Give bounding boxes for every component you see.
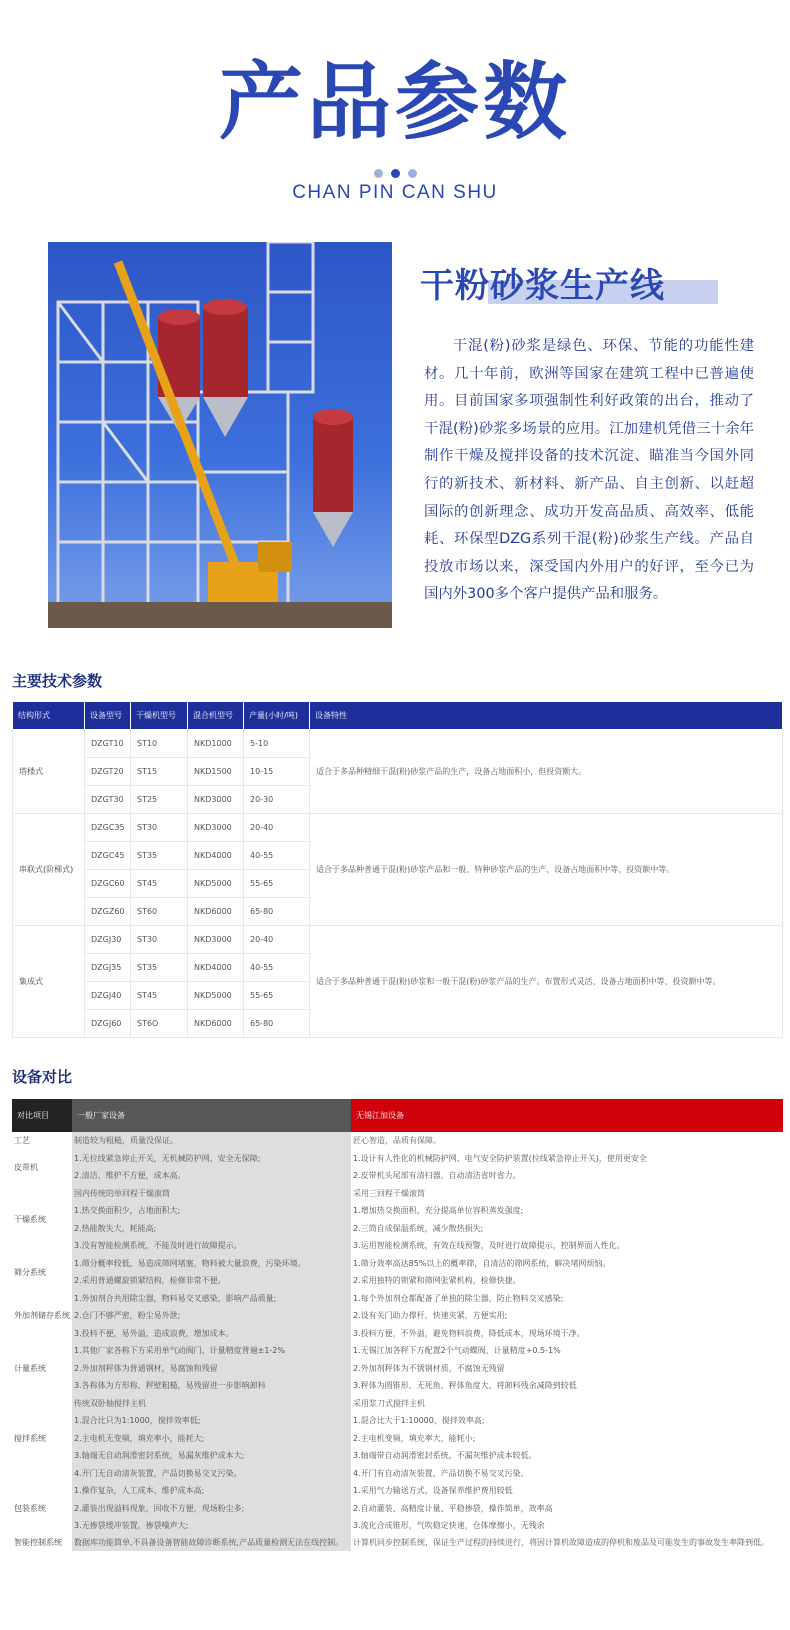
header-cell: 一般厂家设备 xyxy=(72,1099,351,1132)
dryer-cell: ST35 xyxy=(131,954,188,982)
compare-line: 2.采用独特的锁紧和筛网张紧机构，检修快捷。 xyxy=(353,1276,521,1285)
jiangjia-equipment-cell xyxy=(351,1535,783,1551)
dryer-cell: ST30 xyxy=(131,926,188,954)
general-equipment-cell xyxy=(72,1395,351,1483)
header-cell: 设备型号 xyxy=(85,702,131,730)
compare-line: 2.自动灌装、高精度计量、平稳掺袋，操作简单，效率高 xyxy=(353,1503,553,1513)
general-equipment-cell xyxy=(72,1185,351,1255)
compare-line: 3.流化合成锥形，气吹稳定快速，仓体摩擦小，无残余 xyxy=(353,1521,545,1530)
compare-table xyxy=(12,1099,783,1551)
model-cell: DZGJ30 xyxy=(85,926,131,954)
compare-line: 2.主电机无变频，填充率小，能耗大; xyxy=(74,1433,205,1443)
compare-line: 1.筛分概率较低，易造成筛网堵塞，物料被大量浪费，污染环境。 xyxy=(74,1258,306,1268)
model-cell: DZGC45 xyxy=(85,842,131,870)
compare-row xyxy=(12,1535,783,1551)
output-cell: 65-80 xyxy=(244,898,310,926)
compare-line: 2.仓门不够严密，粉尘易外泄; xyxy=(74,1311,181,1320)
compare-row xyxy=(12,1290,783,1343)
compare-line: 1.操作复杂，人工成本、维护成本高; xyxy=(74,1486,205,1495)
compare-item: 皮带机 xyxy=(14,1162,38,1172)
compare-line: 1.混合比大于1:10000，搅拌效率高; xyxy=(353,1416,485,1425)
compare-line: 1.外加剂合共用除尘器，物料易交叉感染，影响产品质量; xyxy=(74,1293,277,1303)
feature-cell: 适合于多品种普通干混(粉)砂浆和一般干混(粉)砂浆产品的生产。布置形式灵活、设备占地面积中等、投资额中等。 xyxy=(310,926,783,1038)
model-cell: DZGT10 xyxy=(85,730,131,758)
compare-item: 筛分系统 xyxy=(14,1267,46,1277)
compare-line: 3.各称体为方形称、秤壁粗糙，易残留进一步影响卸料 xyxy=(74,1381,266,1390)
mortar-plant-illustration xyxy=(48,242,392,628)
header-cell: 设备特性 xyxy=(310,702,783,730)
header-cell: 无锡江加设备 xyxy=(351,1099,783,1132)
mixer-cell: NKD3000 xyxy=(188,814,244,842)
compare-row xyxy=(12,1255,783,1290)
model-cell: DZGT30 xyxy=(85,786,131,814)
page-title: 产品参数 xyxy=(218,53,571,151)
compare-line: 2.设有关门助力撑杆，快速夹紧，方便实用; xyxy=(353,1311,508,1320)
structure-type: 串联式(阶梯式) xyxy=(13,814,85,926)
compare-line: 1.其他厂家各称下方采用单气动阀门，计量精度普遍±1-2% xyxy=(74,1346,286,1355)
compare-line: 3.无掺袋缓冲装置，掺袋噪声大; xyxy=(74,1521,189,1530)
model-cell: DZGC60 xyxy=(85,870,131,898)
product-photo xyxy=(48,242,392,628)
dryer-cell: ST25 xyxy=(131,786,188,814)
compare-line: 3.没有智能检测系统，不能及时进行故障提示。 xyxy=(74,1241,242,1250)
model-cell: DZGT20 xyxy=(85,758,131,786)
header-cell: 产量(小时/吨) xyxy=(244,702,310,730)
mixer-cell: NKD1500 xyxy=(188,758,244,786)
compare-item: 包装系统 xyxy=(14,1503,46,1513)
compare-line: 2.热能散失大，耗能高; xyxy=(74,1223,157,1233)
compare-row xyxy=(12,1342,783,1395)
dryer-cell: ST35 xyxy=(131,842,188,870)
compare-line: 1.每个外加剂仓都配备了单独的除尘器，防止物料交叉感染; xyxy=(353,1293,564,1303)
compare-item: 计量系统 xyxy=(14,1363,46,1373)
compare-line: 3.轴端带自动润滑密封系统，不漏灰维护成本较低。 xyxy=(353,1451,537,1460)
header-cell: 结构形式 xyxy=(13,702,85,730)
compare-line: 1.设计有人性化的机械防护网、电气安全防护装置(拉线紧急停止开关)，使用更安全 xyxy=(353,1153,647,1163)
mixer-cell: NKD6000 xyxy=(188,1010,244,1038)
compare-line: 4.开门有自动清灰装置，产品切换不易交叉污染。 xyxy=(353,1468,529,1478)
header-cell: 干燥机型号 xyxy=(131,702,188,730)
model-cell: DZGJ35 xyxy=(85,954,131,982)
dryer-cell: ST30 xyxy=(131,814,188,842)
compare-line: 1.热交换面积少，占地面积大; xyxy=(74,1206,181,1215)
compare-line: 1.筛分效率高达85%以上的概率筛，自清洁的筛网系统，解决堵网烦恼。 xyxy=(353,1258,611,1268)
dot xyxy=(408,169,417,178)
compare-line: 3.秤体为圆锥形，无死角，秤体角度大，将卸料残余减降到较低 xyxy=(353,1381,577,1390)
compare-row xyxy=(12,1395,783,1483)
jiangjia-equipment-cell xyxy=(351,1185,783,1255)
output-cell: 65-80 xyxy=(244,1010,310,1038)
mixer-cell: NKD4000 xyxy=(188,842,244,870)
dryer-cell: ST45 xyxy=(131,982,188,1010)
compare-line: 采用浆刀式搅拌主机 xyxy=(353,1398,425,1408)
compare-item: 智能控制系统 xyxy=(14,1538,62,1547)
product-title-block xyxy=(420,258,720,306)
output-cell: 20-40 xyxy=(244,926,310,954)
dryer-cell: ST10 xyxy=(131,730,188,758)
compare-row xyxy=(12,1132,783,1150)
compare-section-title: 设备对比 xyxy=(12,1068,73,1086)
header-cell: 混合机型号 xyxy=(188,702,244,730)
compare-line: 匠心智造，品质有保障。 xyxy=(353,1136,441,1145)
compare-line: 3.投料不便，易外溢，造成浪费，增加成本。 xyxy=(74,1328,234,1338)
general-equipment-cell xyxy=(72,1150,351,1185)
output-cell: 55-65 xyxy=(244,982,310,1010)
compare-line: 1.采用气力输送方式，设备保养维护费用较低 xyxy=(353,1486,513,1495)
compare-line: 1.混合比只为1:1000，搅拌效率低; xyxy=(74,1416,201,1425)
table-row xyxy=(13,730,783,758)
compare-line: 3.运用智能检测系统，有效在线预警，及时进行故障提示，控制界面人性化。 xyxy=(353,1241,625,1250)
output-cell: 5-10 xyxy=(244,730,310,758)
feature-cell: 适合于多品种精细干混(粉)砂浆产品的生产，设备占地面积小，但投资额大。 xyxy=(310,730,783,814)
model-cell: DZGZ60 xyxy=(85,898,131,926)
dryer-cell: ST60 xyxy=(131,898,188,926)
general-equipment-cell xyxy=(72,1342,351,1395)
output-cell: 40-55 xyxy=(244,842,310,870)
compare-row xyxy=(12,1185,783,1255)
model-cell: DZGJ40 xyxy=(85,982,131,1010)
mixer-cell: NKD3000 xyxy=(188,926,244,954)
jiangjia-equipment-cell xyxy=(351,1395,783,1483)
title-dots xyxy=(0,163,790,182)
compare-line: 3.轴端无自动润滑密封系统，易漏灰维护成本大; xyxy=(74,1451,245,1460)
compare-line: 1.增加热交换面积，充分提高单位容积蒸发强度; xyxy=(353,1206,524,1215)
intro-paragraph: 干混(粉)砂浆是绿色、环保、节能的功能性建材。几十年前，欧洲等国家在建筑工程中已普遍使用。目前国家多项强制性利好政策的出台，推动了干混(粉)砂浆多场景的应用。江加建机凭借三十余年制作干燥及搅拌设备的技术沉淀、瞄准当今国外同行的新技术、新材料、新产品、自主创新、以赶超国际的创新理念、成功开发高品质、高效率、低能耗、环保型DZG系列干混(粉)砂浆生产线。产品自投放市场以来，深受国内外用户的好评，至今已为国内外300多个客户提供产品和服务。 xyxy=(424,338,754,603)
spec-table xyxy=(12,701,783,1038)
compare-line: 计算机同步控制系统，保证生产过程的持续进行，将因计算机故障造成的停机和废品及可能发生的事故发生率降到低。 xyxy=(353,1537,769,1547)
compare-line: 2.灌装出现溢料现象，回收不方便，现场粉尘多; xyxy=(74,1503,245,1513)
output-cell: 55-65 xyxy=(244,870,310,898)
compare-item: 工艺 xyxy=(14,1136,30,1146)
compare-line: 2.清洁、维护不方便，成本高。 xyxy=(74,1171,186,1180)
mixer-cell: NKD1000 xyxy=(188,730,244,758)
feature-cell: 适合于多品种普通干混(粉)砂浆产品和一般、特种砂浆产品的生产、设备占地面积中等、投资额中等。 xyxy=(310,814,783,926)
general-equipment-cell xyxy=(72,1132,351,1150)
general-equipment-cell xyxy=(72,1255,351,1290)
jiangjia-equipment-cell xyxy=(351,1150,783,1185)
dryer-cell: ST45 xyxy=(131,870,188,898)
jiangjia-equipment-cell xyxy=(351,1132,783,1150)
model-cell: DZGC35 xyxy=(85,814,131,842)
mixer-cell: NKD4000 xyxy=(188,954,244,982)
table-row xyxy=(13,814,783,842)
compare-line: 制造较为粗糙，质量没保证。 xyxy=(74,1136,178,1145)
compare-line: 2.主电机变频，填充率大，能耗小; xyxy=(353,1433,476,1443)
dot xyxy=(391,169,400,178)
dot xyxy=(374,169,383,178)
compare-line: 3.投料方便，不外溢，避免物料浪费，降低成本，现场环境干净。 xyxy=(353,1328,585,1338)
structure-type: 集成式 xyxy=(13,926,85,1038)
compare-line: 2.采用普通螺旋锁紧结构，检修非常不便。 xyxy=(74,1276,226,1285)
mixer-cell: NKD6000 xyxy=(188,898,244,926)
jiangjia-equipment-cell xyxy=(351,1482,783,1535)
general-equipment-cell xyxy=(72,1535,351,1551)
dryer-cell: ST15 xyxy=(131,758,188,786)
compare-line: 数据库功能简单,不具备设备智能故障诊断系统,产品质量检测无法在线控制。 xyxy=(74,1537,344,1547)
table-row xyxy=(13,926,783,954)
compare-header-row xyxy=(12,1099,783,1132)
compare-line: 传统双卧轴搅拌主机 xyxy=(74,1398,146,1408)
mixer-cell: NKD3000 xyxy=(188,786,244,814)
compare-line: 1.无锡江加各秤下方配置2个气动蝶阀，计量精度+0.5-1% xyxy=(353,1346,561,1355)
general-equipment-cell xyxy=(72,1290,351,1343)
header-cell: 对比项目 xyxy=(12,1099,72,1132)
jiangjia-equipment-cell xyxy=(351,1342,783,1395)
compare-row xyxy=(12,1150,783,1185)
spec-section-title: 主要技术参数 xyxy=(12,672,103,690)
compare-item: 外加剂储存系统 xyxy=(14,1311,70,1321)
compare-item: 干燥系统 xyxy=(14,1215,46,1224)
compare-line: 2.三筒自成保温系统，减少散热损失; xyxy=(353,1223,484,1233)
compare-line: 1.无拉线紧急停止开关，无机械防护网，安全无保障; xyxy=(74,1153,261,1163)
compare-body xyxy=(12,1132,783,1551)
compare-line: 2.外加剂秤体为普通钢材，易腐蚀和残留 xyxy=(74,1363,218,1373)
mixer-cell: NKD5000 xyxy=(188,982,244,1010)
output-cell: 40-55 xyxy=(244,954,310,982)
spec-header-row xyxy=(13,702,783,730)
mixer-cell: NKD5000 xyxy=(188,870,244,898)
compare-line: 2.皮带机头尾部有清扫器，自动清洁省时省力。 xyxy=(353,1171,521,1180)
jiangjia-equipment-cell xyxy=(351,1290,783,1343)
compare-row xyxy=(12,1482,783,1535)
output-cell: 20-40 xyxy=(244,814,310,842)
compare-line: 国内传统的单回程干燥滚筒 xyxy=(74,1188,170,1198)
general-equipment-cell xyxy=(72,1482,351,1535)
jiangjia-equipment-cell xyxy=(351,1255,783,1290)
dryer-cell: ST6O xyxy=(131,1010,188,1038)
product-title: 干粉砂浆生产线 xyxy=(420,266,665,306)
compare-item: 搅拌系统 xyxy=(14,1433,46,1443)
model-cell: DZGJ60 xyxy=(85,1010,131,1038)
page-subtitle: CHAN PIN CAN SHU xyxy=(292,182,498,203)
compare-line: 采用三回程干燥滚筒 xyxy=(353,1188,425,1198)
structure-type: 塔楼式 xyxy=(13,730,85,814)
output-cell: 10-15 xyxy=(244,758,310,786)
output-cell: 20-30 xyxy=(244,786,310,814)
compare-line: 4.开门无自动清灰装置，产品切换易交叉污染。 xyxy=(74,1468,242,1478)
compare-line: 2.外加剂秤体为不锈钢材质，不腐蚀无残留 xyxy=(353,1363,505,1373)
